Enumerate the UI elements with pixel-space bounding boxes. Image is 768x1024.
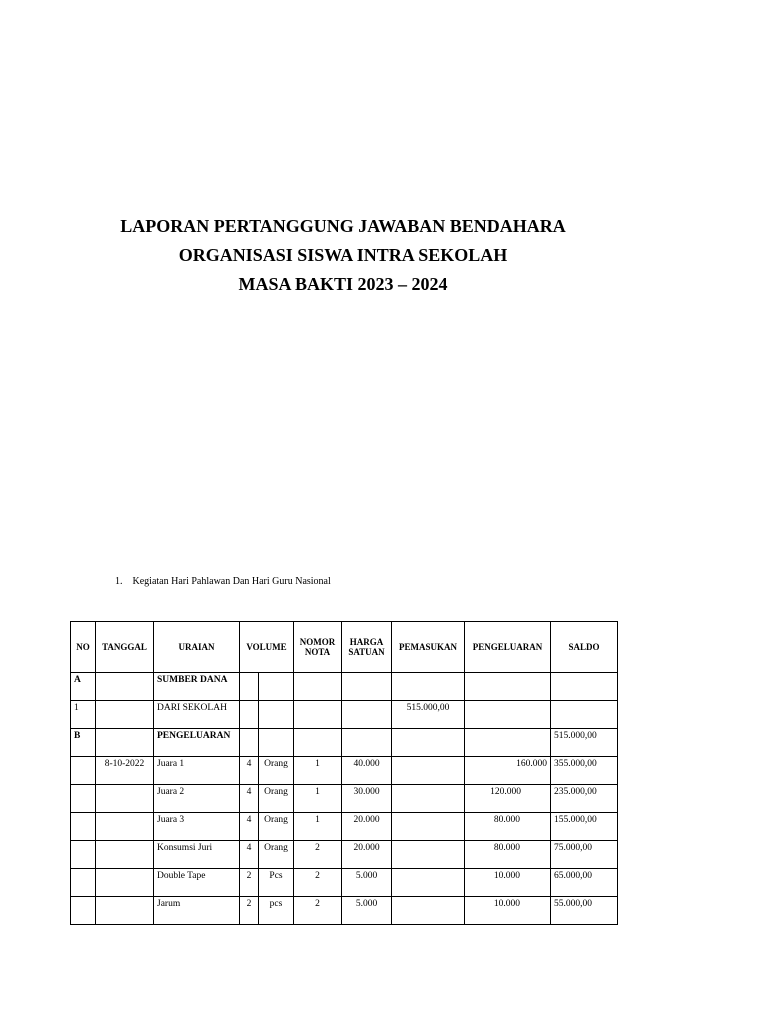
table-row [71,869,618,897]
cell-unit: Orang [259,841,294,869]
cell-unit [259,729,294,757]
cell-qty: 2 [240,897,259,925]
cell-harga: 40.000 [342,757,392,785]
table-row [71,841,618,869]
cell-tanggal [96,813,154,841]
cell-pemasukan [392,869,465,897]
cell-nota [294,729,342,757]
cell-qty: 2 [240,869,259,897]
table-row [71,701,618,729]
table-row [71,897,618,925]
cell-unit [259,673,294,701]
cell-no [71,757,96,785]
cell-nota: 1 [294,757,342,785]
ledger-table [70,621,618,925]
cell-nota [294,673,342,701]
header-no: NO [71,622,96,673]
cell-nota [294,701,342,729]
header-saldo: SALDO [551,622,618,673]
cell-nota: 2 [294,869,342,897]
cell-uraian: Double Tape [154,869,240,897]
cell-tanggal [96,869,154,897]
cell-unit: pcs [259,897,294,925]
cell-unit [259,701,294,729]
header-harga-satuan: HARGA SATUAN [342,622,392,673]
cell-pengeluaran: 10.000 [465,897,551,925]
cell-nota: 1 [294,813,342,841]
cell-no [71,869,96,897]
cell-no [71,897,96,925]
cell-pemasukan [392,673,465,701]
cell-unit: Orang [259,757,294,785]
cell-saldo: 155.000,00 [551,813,618,841]
cell-pemasukan [392,841,465,869]
cell-tanggal [96,673,154,701]
cell-tanggal: 8-10-2022 [96,757,154,785]
cell-no [71,813,96,841]
cell-pemasukan: 515.000,00 [392,701,465,729]
cell-pengeluaran [465,673,551,701]
cell-harga: 5.000 [342,869,392,897]
activity-number: 1. [115,576,123,587]
cell-unit: Orang [259,813,294,841]
cell-no: A [71,673,96,701]
cell-harga: 5.000 [342,897,392,925]
cell-pengeluaran: 120.000 [465,785,551,813]
cell-harga: 20.000 [342,841,392,869]
cell-uraian: Juara 1 [154,757,240,785]
header-volume: VOLUME [240,622,294,673]
cell-pemasukan [392,729,465,757]
cell-qty [240,673,259,701]
header-tanggal: TANGGAL [96,622,154,673]
cell-saldo: 55.000,00 [551,897,618,925]
cell-pemasukan [392,897,465,925]
cell-qty: 4 [240,841,259,869]
cell-qty: 4 [240,813,259,841]
cell-tanggal [96,785,154,813]
cell-pengeluaran: 80.000 [465,813,551,841]
cell-no: 1 [71,701,96,729]
activity-label: Kegiatan Hari Pahlawan Dan Hari Guru Nasional [132,576,331,587]
header-pengeluaran: PENGELUARAN [465,622,551,673]
cell-tanggal [96,729,154,757]
cell-uraian: Konsumsi Juri [154,841,240,869]
cell-nota: 2 [294,841,342,869]
cell-uraian: Juara 3 [154,813,240,841]
cell-no: B [71,729,96,757]
cell-harga: 30.000 [342,785,392,813]
cell-unit: Orang [259,785,294,813]
table-row [71,785,618,813]
header-uraian: URAIAN [154,622,240,673]
cell-harga: 20.000 [342,813,392,841]
cell-qty: 4 [240,757,259,785]
cell-tanggal [96,841,154,869]
cell-no [71,841,96,869]
table-row [71,757,618,785]
cell-harga [342,701,392,729]
cell-tanggal [96,701,154,729]
report-title-line-3: MASA BAKTI 2023 – 2024 [238,274,448,294]
cell-saldo [551,673,618,701]
cell-pengeluaran: 160.000 [465,757,551,785]
cell-unit: Pcs [259,869,294,897]
cell-nota: 1 [294,785,342,813]
report-title-line-1: LAPORAN PERTANGGUNG JAWABAN BENDAHARA [120,216,566,236]
cell-pemasukan [392,757,465,785]
table-row [71,673,618,701]
cell-saldo: 65.000,00 [551,869,618,897]
cell-saldo: 235.000,00 [551,785,618,813]
cell-pengeluaran [465,729,551,757]
cell-harga [342,729,392,757]
cell-qty [240,701,259,729]
table-row [71,813,618,841]
cell-pengeluaran: 80.000 [465,841,551,869]
ledger-header-row [71,622,618,673]
table-row [71,729,618,757]
cell-nota: 2 [294,897,342,925]
header-nomor-nota: NOMOR NOTA [294,622,342,673]
cell-saldo: 515.000,00 [551,729,618,757]
header-pemasukan: PEMASUKAN [392,622,465,673]
cell-saldo [551,701,618,729]
cell-uraian: DARI SEKOLAH [154,701,240,729]
report-title-line-2: ORGANISASI SISWA INTRA SEKOLAH [178,245,508,265]
cell-uraian: Jarum [154,897,240,925]
cell-pemasukan [392,813,465,841]
cell-saldo: 355.000,00 [551,757,618,785]
cell-no [71,785,96,813]
cell-saldo: 75.000,00 [551,841,618,869]
cell-tanggal [96,897,154,925]
cell-pemasukan [392,785,465,813]
cell-uraian: Juara 2 [154,785,240,813]
activity-heading [115,576,331,587]
cell-uraian: SUMBER DANA [154,673,240,701]
cell-qty [240,729,259,757]
cell-pengeluaran [465,701,551,729]
cell-qty: 4 [240,785,259,813]
cell-uraian: PENGELUARAN [154,729,240,757]
cell-harga [342,673,392,701]
cell-pengeluaran: 10.000 [465,869,551,897]
report-title [0,212,686,299]
